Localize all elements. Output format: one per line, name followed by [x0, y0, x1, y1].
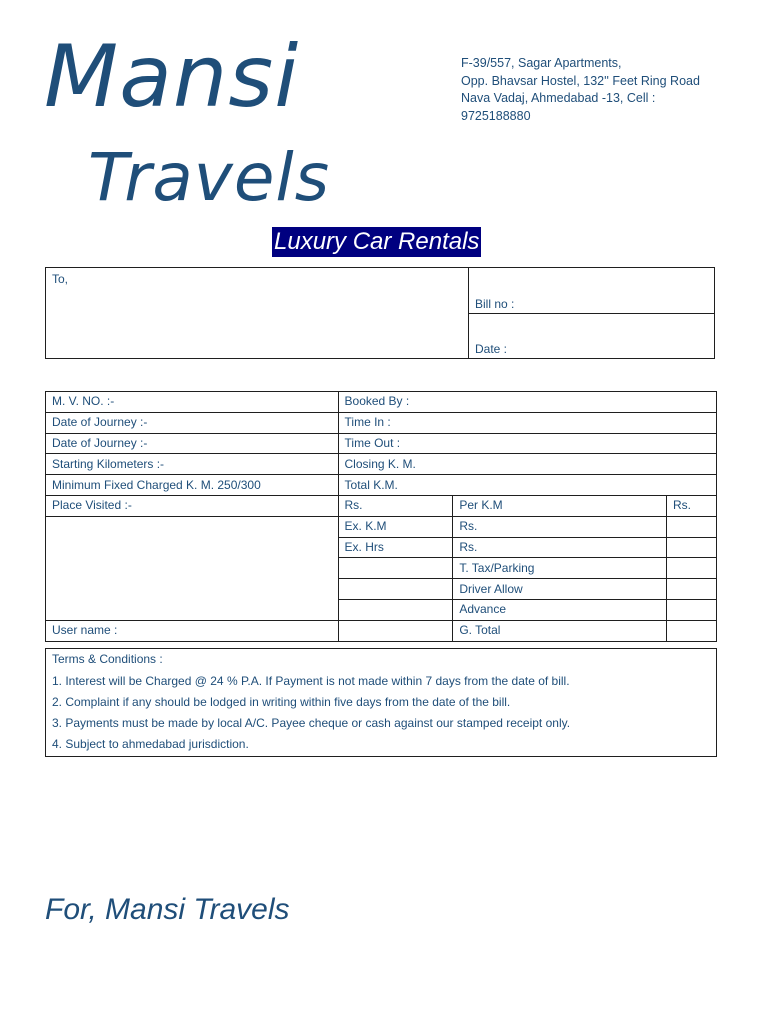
driver-allow-label: Driver Allow: [453, 579, 667, 600]
amount-cell[interactable]: [667, 579, 717, 600]
blank-cell[interactable]: [338, 620, 453, 641]
grand-total-label: G. Total: [453, 620, 667, 641]
date-of-journey-label: Date of Journey :-: [46, 412, 339, 433]
date-field[interactable]: [469, 313, 715, 359]
brand-name-line2: Travels: [88, 139, 331, 216]
time-in-label: Time In :: [338, 412, 716, 433]
blank-cell[interactable]: [338, 579, 453, 600]
table-row: [46, 433, 717, 454]
trip-details-table: [45, 391, 717, 642]
terms-item: 1. Interest will be Charged @ 24 % P.A. If Payment is not made within 7 days from the date of bill.: [52, 674, 570, 688]
amount-cell[interactable]: [667, 516, 717, 537]
place-visited-field[interactable]: [46, 516, 339, 620]
mv-no-label: M. V. NO. :-: [46, 392, 339, 413]
tax-parking-label: T. Tax/Parking: [453, 558, 667, 579]
terms-box: [45, 648, 717, 757]
user-name-label: User name :: [46, 620, 339, 641]
address-line: Opp. Bhavsar Hostel, 132'' Feet Ring Road: [461, 73, 700, 88]
blank-cell[interactable]: [338, 558, 453, 579]
table-row: [46, 620, 717, 641]
amount-cell[interactable]: [667, 537, 717, 558]
closing-km-label: Closing K. M.: [338, 454, 716, 475]
time-out-label: Time Out :: [338, 433, 716, 454]
starting-km-label: Starting Kilometers :-: [46, 454, 339, 475]
rs-label: Rs.: [667, 495, 717, 516]
brand-name-line1: Mansi: [44, 27, 300, 127]
table-row: [46, 495, 717, 516]
advance-label: Advance: [453, 599, 667, 620]
booked-by-label: Booked By :: [338, 392, 716, 413]
to-label: To,: [52, 272, 69, 286]
address-line: Nava Vadaj, Ahmedabad -13, Cell :: [461, 91, 656, 105]
table-row: [46, 412, 717, 433]
terms-heading: Terms & Conditions :: [52, 652, 163, 666]
terms-item: 4. Subject to ahmedabad jurisdiction.: [52, 737, 249, 751]
rs-label: Rs.: [338, 495, 453, 516]
tagline-banner: Luxury Car Rentals: [274, 228, 480, 255]
amount-cell[interactable]: [667, 620, 717, 641]
terms-item: 2. Complaint if any should be lodged in writing within five days from the date of the bill.: [52, 695, 511, 709]
blank-cell[interactable]: [338, 599, 453, 620]
date-label: Date :: [475, 342, 508, 356]
amount-cell[interactable]: [667, 558, 717, 579]
address-line: 9725188880: [461, 108, 531, 123]
date-of-journey-label: Date of Journey :-: [46, 433, 339, 454]
signoff-text: For, Mansi Travels: [45, 893, 290, 926]
to-field[interactable]: [46, 268, 469, 359]
table-row: [46, 475, 717, 496]
rs-label: Rs.: [453, 516, 667, 537]
min-fixed-charge-label: Minimum Fixed Charged K. M. 250/300: [46, 475, 339, 496]
table-row: [46, 516, 717, 537]
table-row: [46, 392, 717, 413]
rs-label: Rs.: [453, 537, 667, 558]
ex-km-label: Ex. K.M: [338, 516, 453, 537]
ex-hrs-label: Ex. Hrs: [338, 537, 453, 558]
per-km-label: Per K.M: [453, 495, 667, 516]
total-km-label: Total K.M.: [338, 475, 716, 496]
company-address: [461, 55, 700, 125]
address-line: F-39/557, Sagar Apartments,: [461, 56, 622, 70]
recipient-box: [45, 267, 715, 359]
table-row: [46, 454, 717, 475]
bill-no-field[interactable]: [469, 268, 715, 314]
bill-no-label: Bill no :: [475, 296, 515, 311]
place-visited-label: Place Visited :-: [46, 495, 339, 516]
terms-item: 3. Payments must be made by local A/C. Payee cheque or cash against our stamped receipt only.: [52, 716, 571, 730]
amount-cell[interactable]: [667, 599, 717, 620]
